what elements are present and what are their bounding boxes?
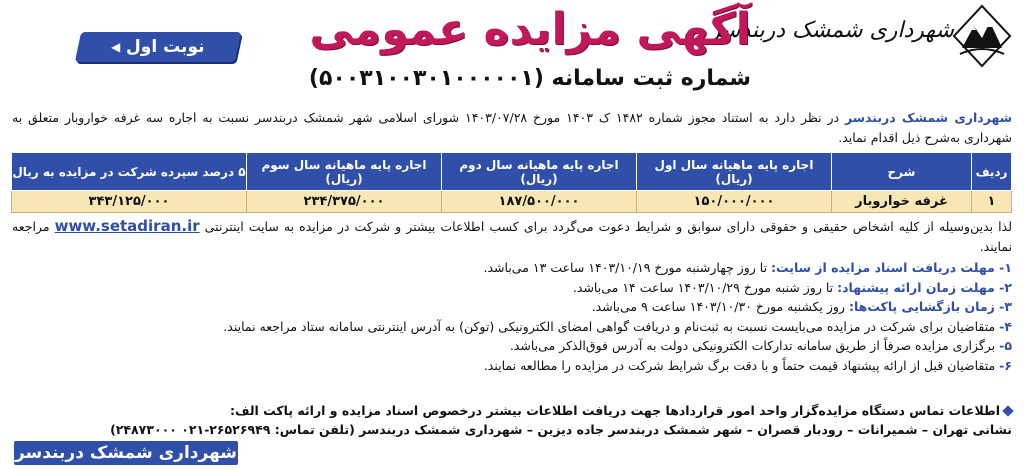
triangle-left-icon: ◀ [111, 40, 121, 54]
table-cell: ۲۳۴/۳۷۵/۰۰۰ [247, 191, 442, 213]
header-cell: اجاره پایه ماهیانه سال سوم (ریال) [247, 153, 442, 191]
intro-paragraph [12, 108, 1012, 148]
badge-label: نوبت اول [126, 37, 205, 57]
mountain-logo-icon [952, 4, 1012, 68]
logo-text: شهرداری شمشک دربندسر [709, 18, 954, 43]
table-header-row [12, 153, 1012, 191]
header-cell: اجاره پایه ماهیانه سال اول (ریال) [637, 153, 832, 191]
diamond-icon [1002, 405, 1013, 416]
list-item [12, 297, 1012, 317]
list-item [12, 317, 1012, 337]
setad-link[interactable]: www.setadiran.ir [54, 217, 200, 235]
logo [709, 4, 1016, 84]
invitation-text: لذا بدین‌وسیله از کلیه اشخاص حقیقی و حقوقی دارای سوابق و شرایط دعوت می‌گردد برای کسب اطلاعات بیشتر و شرکت در مزایده به سایت اینترنتی [199, 219, 1013, 234]
item-text: تا روز شنبه مورخ ۱۴۰۳/۱۰/۲۹ ساعت ۱۴ می‌باشد. [572, 279, 838, 295]
item-text: روز یکشنبه مورخ ۱۴۰۳/۱۰/۳۰ ساعت ۹ می‌باشد. [591, 299, 849, 314]
registration-number: شماره ثبت سامانه (۵۰۰۳۱۰۰۳۰۱۰۰۰۰۰۱) [308, 66, 752, 91]
contact-line-1 [12, 401, 1012, 420]
invitation-suffix: مراجعه نمایند. [12, 219, 1012, 254]
item-text: متقاضیان برای شرکت در مزایده می‌بایست نسبت به ثبت‌نام و دریافت گواهی امضای الکترونیکی (توکن) به آدرس اینترنتی سامانه ستاد مراجعه نمایند. [223, 318, 1000, 334]
item-label: ۵- [999, 338, 1012, 353]
item-label: ۴- [999, 318, 1012, 334]
item-text: متقاضیان قبل از ارائه پیشنهاد قیمت حتماً و با دقت برگ شرایط شرکت در مزایده را مطالعه نمایند. [483, 357, 1000, 373]
table-cell: ۱ [972, 191, 1012, 213]
page-title: آگهی مزایده عمومی [309, 4, 751, 55]
item-text: برگزاری مزایده صرفاً از طریق سامانه تدارکات الکترونیکی دولت به آدرس فوق‌الذکر می‌باشد. [509, 338, 1000, 353]
header-cell: ردیف [972, 153, 1012, 191]
header-cell: اجاره پایه ماهیانه سال دوم (ریال) [442, 153, 637, 191]
item-label: ۲- مهلت زمان ارائه پیشنهاد: [837, 279, 1012, 295]
table-cell: غرفه خواروبار [832, 191, 972, 213]
table-cell: ۱۸۷/۵۰۰/۰۰۰ [442, 191, 637, 213]
list-item [12, 356, 1012, 376]
item-label: ۶- [999, 357, 1012, 373]
auction-table [11, 152, 1012, 213]
intro-text: در نظر دارد به استناد مجوز شماره ۱۴۸۲ ک ۱۴۰۳ مورخ ۱۴۰۳/۰۷/۲۸ شورای اسلامی شهر شمشک دربندسر نسبت به اجاره سه غرفه خواروبار متعلق به شهرداری به‌شرح ذیل اقدام نماید. [12, 110, 1012, 145]
contact-line-2: نشانی تهران – شمیرانات – رودبار قصران – شهر شمشک دربندسر جاده دیزین – شهرداری شمشک دربندسر (تلفن تماس: ۲۶۵۲۶۹۴۹-۰۲۱ ۲۴۸۷۳۰۰۰) [110, 422, 1012, 437]
list-item [12, 278, 1012, 298]
contact-info [12, 401, 1012, 439]
round-badge [75, 32, 241, 62]
invitation-paragraph [12, 216, 1012, 257]
contact-text-1: اطلاعات تماس دستگاه مزایده‌گزار واحد امور قراردادها جهت دریافت اطلاعات بیشتر درخصوص اسناد مزایده و ارائه پاکت الف: [229, 403, 1000, 418]
table-cell: ۳۴۳/۱۲۵/۰۰۰ [12, 191, 247, 213]
item-text: تا روز چهارشنبه مورخ ۱۴۰۳/۱۰/۱۹ ساعت ۱۳ می‌باشد. [483, 260, 772, 275]
footer-banner: شهرداری شمشک دربندسر [14, 443, 238, 463]
org-name: شهرداری شمشک دربندسر [844, 110, 1013, 125]
item-label: ۳- زمان بازگشایی پاکت‌ها: [848, 299, 1012, 314]
conditions-list [12, 258, 1012, 375]
item-label: ۱- مهلت دریافت اسناد مزایده از سایت: [771, 260, 1012, 275]
table-row [12, 191, 1012, 213]
list-item [12, 258, 1012, 278]
header-cell: شرح [832, 153, 972, 191]
list-item [12, 336, 1012, 356]
table-cell: ۱۵۰/۰۰۰/۰۰۰ [637, 191, 832, 213]
header-cell: ۵ درصد سپرده شرکت در مزایده به ریال [12, 153, 247, 191]
